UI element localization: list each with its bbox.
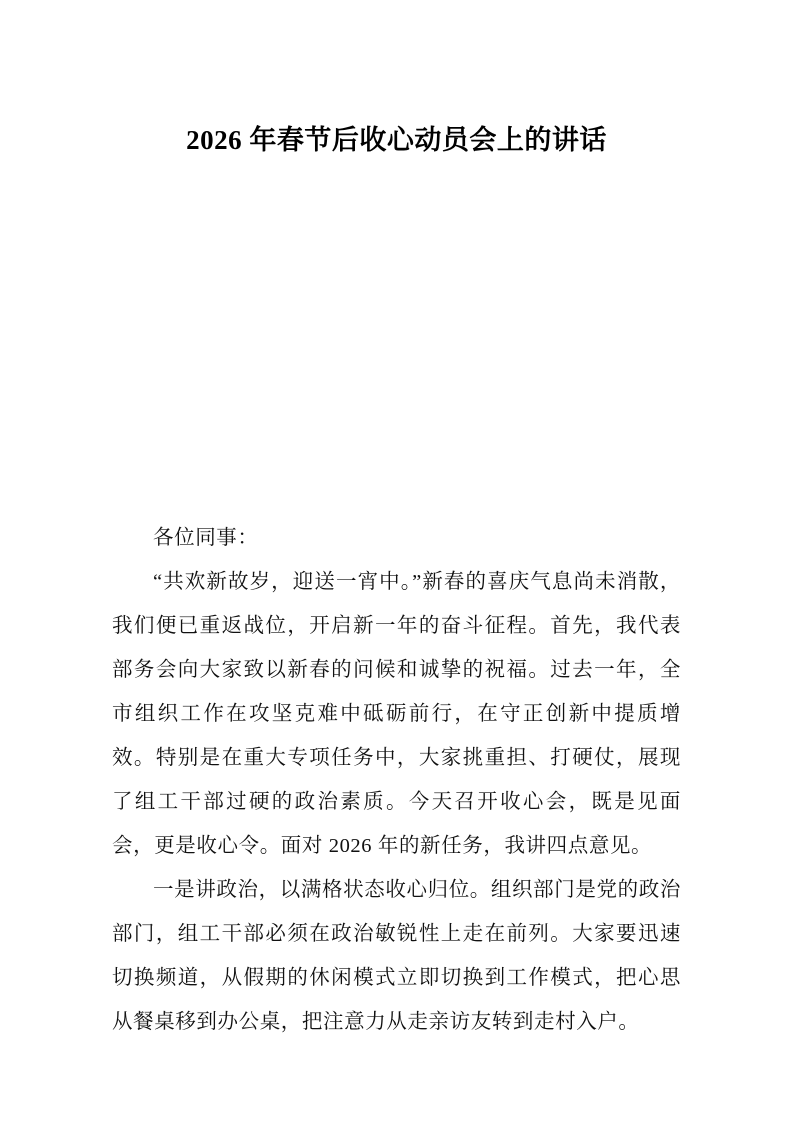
paragraph-opening: “共欢新故岁，迎送一宵中。”新春的喜庆气息尚未消散，我们便已重返战位，开启新一年的奋斗征程。首先，我代表部务会向大家致以新春的问候和诚挚的祝福。过去一年，全市组织工作在攻坚克难中砥砺前行，在守正创新中提质增效。特别是在重大专项任务中，大家挑重担、打硬仗，展现了组工干部过硬的政治素质。今天召开收心会，既是见面会，更是收心令。面对 2026 年的新任务，我讲四点意见。 <box>112 571 681 857</box>
salutation: 各位同事： <box>153 527 259 549</box>
page-title: 2026 年春节后收心动员会上的讲话 <box>186 125 607 155</box>
document-body <box>112 516 681 1044</box>
paragraph-point-one: 一是讲政治，以满格状态收心归位。组织部门是党的政治部门，组工干部必须在政治敏锐性上走在前列。大家要迅速切换频道，从假期的休闲模式立即切换到工作模式，把心思从餐桌移到办公桌，把注意力从走亲访友转到走村入户。 <box>112 879 681 1033</box>
